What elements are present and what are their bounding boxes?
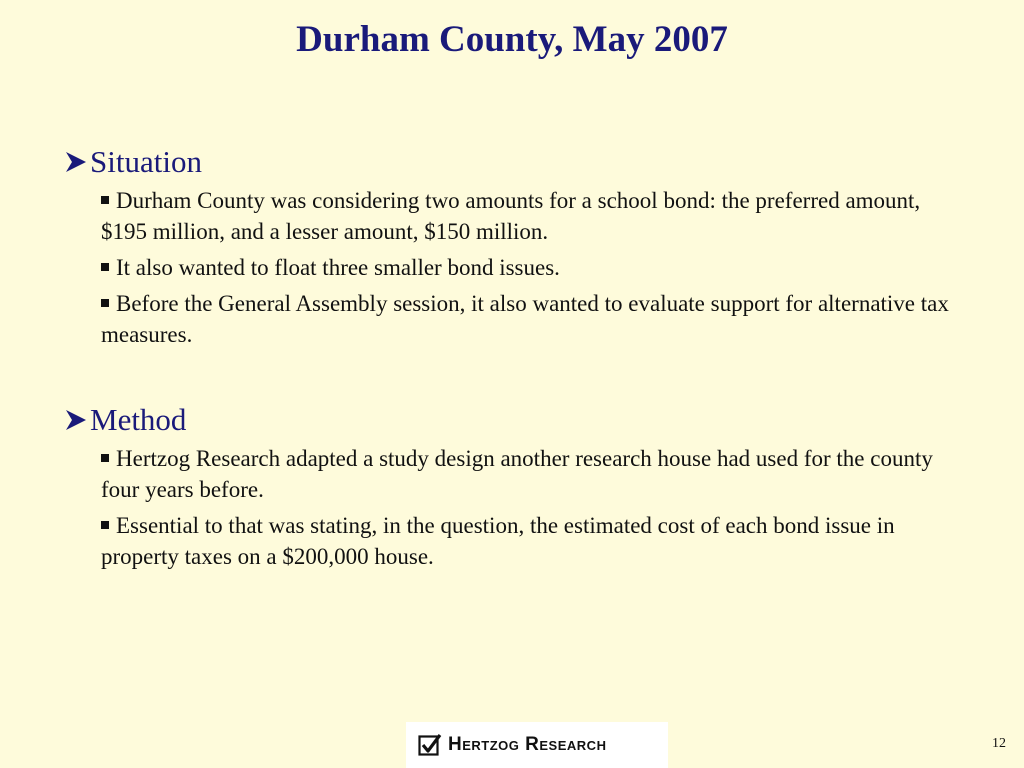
bullet-item	[101, 252, 954, 283]
logo-text: Hertzog Research	[448, 734, 607, 755]
bullet-item	[101, 185, 954, 247]
slide-title: Durham County, May 2007	[296, 19, 728, 60]
arrow-bullet-icon	[64, 149, 88, 175]
square-bullet-icon	[101, 196, 109, 204]
section-method	[64, 402, 954, 572]
bullet-list	[64, 443, 954, 572]
page-number: 12	[992, 736, 1006, 751]
bullet-text: Hertzog Research adapted a study design another research house had used for the county four years before.	[101, 446, 933, 502]
section-situation	[64, 144, 954, 350]
bullet-item	[101, 443, 954, 505]
bullet-text: Essential to that was stating, in the question, the estimated cost of each bond issue in property taxes on a $200,000 house.	[101, 513, 895, 569]
hertzog-research-logo	[406, 722, 668, 768]
bullet-text: Durham County was considering two amounts for a school bond: the preferred amount, $195 million, and a lesser amount, $150 million.	[101, 188, 921, 244]
arrow-bullet-icon	[64, 407, 88, 433]
section-heading-row	[64, 402, 954, 438]
checkbox-icon	[418, 733, 442, 757]
square-bullet-icon	[101, 263, 109, 271]
bullet-item	[101, 288, 954, 350]
bullet-text: It also wanted to float three smaller bond issues.	[116, 255, 560, 280]
square-bullet-icon	[101, 521, 109, 529]
section-heading: Situation	[90, 144, 202, 179]
bullet-list	[64, 185, 954, 350]
square-bullet-icon	[101, 454, 109, 462]
square-bullet-icon	[101, 299, 109, 307]
section-heading: Method	[90, 402, 187, 437]
bullet-text: Before the General Assembly session, it also wanted to evaluate support for alternative tax measures.	[101, 291, 949, 347]
bullet-item	[101, 510, 954, 572]
section-heading-row	[64, 144, 954, 180]
